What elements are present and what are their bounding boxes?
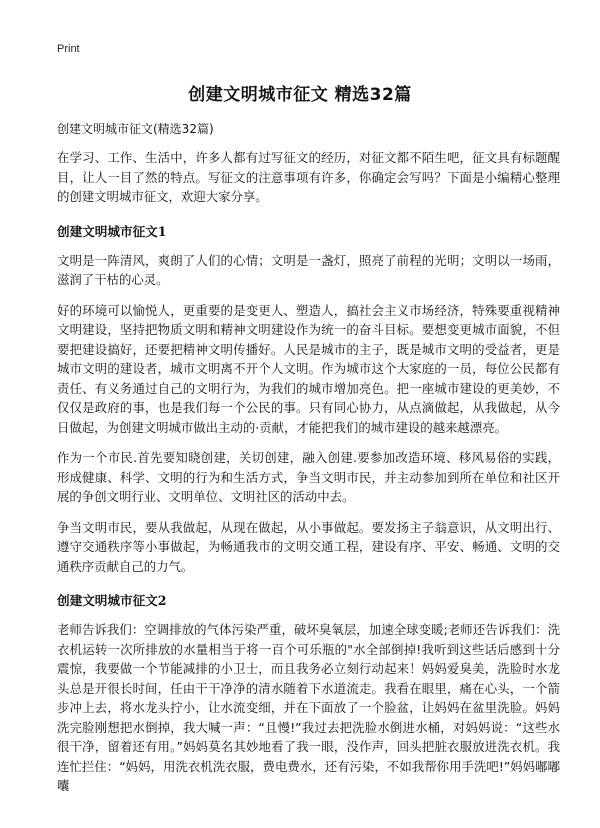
paragraph: 好的环境可以愉悦人，更重要的是变更人、塑造人，搞社会主义市场经济，特殊要重视精神文明建设，坚持把物质文明和精神文明建设作为统一的奋斗目标。要想变更城市面貌，不但要把建设搞好，还要把精神文明传播好。人民是城市的主子，既是城市文明的受益者，更是城市文明的建设者，城市文明离不开个人文明。作为城市这个大家庭的一员，每位公民都有责任、有义务通过自己的文明行为，为我们的城市增加亮色。把一座城市建设的更美妙，不仅仅是政府的事，也是我们每一个公民的事。只有同心协力，从点滴做起，从我做起，从今日做起，为创建文明城市做出主动的·贡献，才能把我们的城市建设的越来越漂亮。 [57, 302, 560, 435]
paragraph: 文明是一阵清风，爽朗了人们的心情；文明是一盏灯，照亮了前程的光明；文明以一场雨，滋润了干枯的心灵。 [57, 252, 560, 287]
section-heading: 创建文明城市征文1 [57, 223, 167, 239]
paragraph: 老师告诉我们：空调排放的气体污染严重，破坏臭氧层，加速全球变暖;老师还告诉我们：洗衣机运转一次所排放的水量相当于将一百个可乐瓶的"水全部倒掉!我听到这些话后感到十分震惊，我要做一个节能减排的小卫士，而且我务必立刻行动起来！妈妈爱臭美，洗脸时水龙头总是开很长时间，任由干干净净的清水随着下水道流走。我看在眼里，痛在心头，一个箭步冲上去，将水龙头拧小，让水流变细，并在下面放了一个脸盆，让妈妈在盆里洗脸。妈妈洗完脸刚想把水倒掉，我大喊一声：“且慢!”我过去把洗脸水倒进水桶，对妈妈说：“这些水很干净，留着还有用。”妈妈莫名其妙地看了我一眼，没作声，回头把脏衣服放进洗衣机。我连忙拦住：“妈妈，用洗衣机洗衣服，费电费水，还有污染，不如我帮你用手洗吧!”妈妈嘟嘟囔 [57, 622, 560, 793]
page-title: 创建文明城市征文 精选32篇 [188, 85, 412, 105]
article-subtitle: 创建文明城市征文(精选32篇) [57, 122, 214, 136]
intro-paragraph: 在学习、工作、生活中，许多人都有过写征文的经历，对征文都不陌生吧，征文具有标题醒目，让人一目了然的特点。写征文的注意事项有许多，你确定会写吗？下面是小编精心整理的创建文明城市征文，欢迎大家分享。 [57, 150, 560, 204]
section-heading: 创建文明城市征文2 [57, 593, 167, 608]
article-body [57, 121, 560, 807]
paragraph: 争当文明市民，要从我做起，从现在做起，从小事做起。要发扬主子翁意识，从文明出行、遵守交通秩序等小事做起，为畅通我市的文明交通工程，建设有序、平安、畅通、文明的交通秩序贡献自己的力气。 [57, 519, 560, 574]
print-label: Print [57, 43, 80, 55]
paragraph: 作为一个市民.首先要知晓创建，关切创建，融入创建.要参加改造环境、移风易俗的实践，形成健康、科学、文明的行为和生活方式，争当文明市民，并主动参加到所在单位和社区开展的争创文明行业、文明单位、文明社区的活动中去。 [57, 450, 560, 504]
